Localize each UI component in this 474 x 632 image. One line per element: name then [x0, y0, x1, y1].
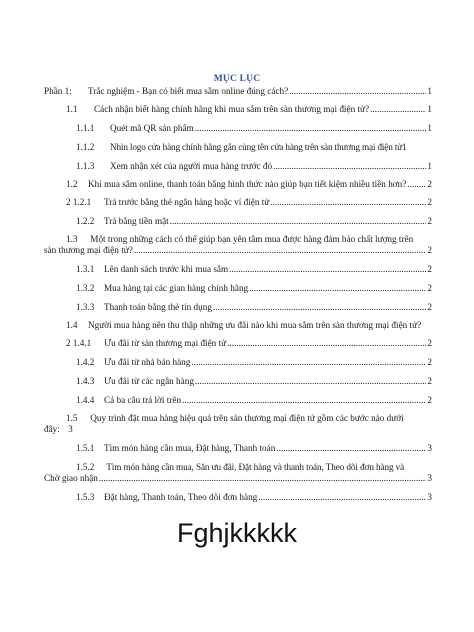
- toc-entry[interactable]: [44, 264, 432, 275]
- toc-entry-page: 2: [427, 338, 432, 348]
- toc-entry-line: [66, 413, 432, 424]
- toc-entry-text: Mua hàng tại các gian hàng chính hãng: [104, 283, 249, 293]
- toc-entry-page: 1: [427, 86, 432, 96]
- toc-leader-dots: [195, 376, 426, 387]
- toc-entry-number: 1.4.3: [76, 376, 95, 386]
- toc-entry-page: 2: [427, 264, 432, 274]
- toc-entry[interactable]: [44, 197, 432, 208]
- toc-entry-text: Ưu đãi từ sàn thương mại điện tử: [104, 338, 227, 348]
- toc-entry-text: Cách nhận biết hàng chính hãng khi mua sắm trên sàn thương mại điện tử?: [94, 104, 370, 114]
- toc-entry-text: Đặt hàng, Thanh toán, Theo dõi đơn hàng: [104, 492, 258, 502]
- toc-entry-text: Một trong những cách có thể giúp bạn yên tâm mua được hàng đảm bảo chất lượng trên: [90, 234, 414, 244]
- toc-entry-page: 1: [402, 142, 407, 152]
- toc-entry-text: Trả trước bằng thẻ ngân hàng hoặc ví điện tử: [104, 197, 270, 207]
- toc-leader-dots: [407, 179, 426, 190]
- toc-leader-dots: [273, 161, 426, 172]
- toc-entry[interactable]: [44, 123, 432, 134]
- toc-entry-page: 3: [68, 424, 73, 434]
- toc-leader-dots: [195, 123, 427, 134]
- toc-leader-dots: [229, 264, 426, 275]
- toc-entry-line: [66, 234, 432, 245]
- toc-entry-text-continued: đây:: [44, 424, 60, 434]
- toc-entry-text: Trả bằng tiền mặt: [104, 216, 169, 226]
- toc-entry[interactable]: [44, 492, 432, 503]
- toc-entry-page: 2: [427, 245, 432, 255]
- toc-leader-dots: [191, 357, 426, 368]
- toc-entry-page: 2: [427, 216, 432, 226]
- toc-entry-number: 1.2: [66, 179, 78, 189]
- toc-entry-number: 2 1.2.1: [66, 197, 92, 207]
- toc-entry-text: Trắc nghiệm - Bạn có biết mua sắm online đúng cách?: [88, 86, 289, 96]
- toc-entry-text: Ưu đãi từ các ngân hàng: [104, 376, 194, 386]
- toc-entry-page: 2: [427, 376, 432, 386]
- toc-entry-text: Quy trình đặt mua hàng hiệu quả trên sàn thương mại điện tử gồm các bước nào dưới: [90, 413, 404, 423]
- toc-entry-text: Khi mua sắm online, thanh toán bằng hình thức nào giúp bạn tiết kiệm nhiều tiền hơn?: [88, 179, 407, 189]
- toc-entry-number: 1.3.1: [76, 264, 95, 274]
- toc-entry-text: Xem nhận xét của người mua hàng trước đó: [110, 161, 273, 171]
- toc-entry[interactable]: [44, 86, 432, 97]
- toc-entry-page: 1: [427, 104, 432, 114]
- toc-entry-page: 2: [427, 395, 432, 405]
- toc-entry-text: Ưu đãi từ nhà bán hàng: [104, 357, 191, 367]
- toc-entry[interactable]: [44, 302, 432, 313]
- toc-entry-text-continued: Chờ giao nhận: [44, 473, 98, 483]
- toc-entry-page: 3: [427, 492, 432, 502]
- toc-entry-number: 1.1.3: [76, 161, 95, 171]
- toc-entry[interactable]: [44, 338, 432, 349]
- toc-entry-text: Tìm món hàng cần mua, Săn ưu đãi, Đặt hàng và thanh toán, Theo dõi đơn hàng và: [106, 462, 405, 472]
- toc-entry-line: [44, 424, 432, 435]
- toc-entry[interactable]: [44, 216, 432, 227]
- toc-entry[interactable]: [44, 357, 432, 368]
- toc-entry[interactable]: [44, 161, 432, 172]
- toc-entry-number: 1.1.1: [76, 123, 95, 133]
- toc-leader-dots: [289, 86, 426, 97]
- toc-entry[interactable]: [44, 104, 432, 115]
- toc-entry-number: 1.5.1: [76, 443, 95, 453]
- toc-entry-number: 1.3.2: [76, 283, 95, 293]
- toc-entry-number: 1.1.2: [76, 142, 95, 152]
- toc-leader-dots: [99, 473, 427, 484]
- toc-entry[interactable]: [44, 376, 432, 387]
- toc-entry[interactable]: [44, 462, 432, 484]
- toc-title: MỤC LỤC: [213, 74, 261, 84]
- toc-entry-page: 3: [427, 443, 432, 453]
- toc-entry-number: 1.1: [66, 104, 78, 114]
- toc-entry-text: Tìm món hàng cần mua, Đặt hàng, Thanh toán: [104, 443, 276, 453]
- toc-entry-number: 1.4: [66, 320, 78, 330]
- toc-leader-dots: [249, 283, 426, 294]
- toc-entry-number: 1.4.2: [76, 357, 95, 367]
- toc-leader-dots: [370, 104, 426, 115]
- toc-leader-dots: [182, 395, 426, 406]
- toc-entry-number: 1.2.2: [76, 216, 95, 226]
- toc-entry-page: 2: [427, 357, 432, 367]
- toc-leader-dots: [227, 338, 426, 349]
- toc-leader-dots: [170, 216, 427, 227]
- toc-entry[interactable]: [44, 395, 432, 406]
- toc-entry-line: [44, 473, 432, 484]
- toc-entry-number: 1.3.3: [76, 302, 95, 312]
- toc-entry-number: 1.5: [66, 413, 78, 423]
- toc-entry[interactable]: [44, 234, 432, 256]
- toc-entry-text: Lên danh sách trước khi mua sắm: [104, 264, 229, 274]
- toc-leader-dots: [276, 443, 426, 454]
- toc-entry-line: [76, 462, 432, 473]
- toc-entry[interactable]: [44, 142, 432, 153]
- toc-entry-line: [44, 245, 432, 256]
- toc-entry-number: 1.4.4: [76, 395, 95, 405]
- toc-entry-text: Thanh toán bằng thẻ tín dụng: [104, 302, 212, 312]
- toc-leader-dots: [258, 492, 426, 503]
- toc-entry-page: 1: [427, 123, 432, 133]
- toc-entry[interactable]: [44, 283, 432, 294]
- toc-entry-text: Nhìn logo cửa hàng chính hãng gắn cùng tên cửa hàng trên sàn thương mại điện tử: [110, 142, 403, 152]
- toc-entry-number: 1.5.3: [76, 492, 95, 502]
- toc-entry[interactable]: [44, 413, 432, 435]
- toc-entry-number: 1.3: [66, 234, 78, 244]
- toc-leader-dots: [270, 197, 426, 208]
- toc-entry-text-continued: sàn thương mại điện tử?: [44, 245, 133, 255]
- toc-entry-text: Quét mã QR sản phẩm: [110, 123, 194, 133]
- toc-entry-number: 2 1.4.1: [66, 338, 92, 348]
- toc-entry-number: Phần 1:: [44, 86, 72, 96]
- body-text: Fghjkkkkk: [176, 518, 298, 548]
- table-of-contents: [44, 86, 432, 503]
- toc-entry-page: 2: [427, 197, 432, 207]
- toc-entry-page: 3: [427, 473, 432, 483]
- toc-entry-text: Người mua hàng nên thu thập những ưu đãi nào khi mua sắm trên sàn thương mại điện tử?: [88, 320, 422, 330]
- toc-entry-text: Cả ba câu trả lời trên: [104, 395, 182, 405]
- toc-entry[interactable]: [44, 443, 432, 454]
- toc-entry-number: 1.5.2: [76, 462, 95, 472]
- toc-leader-dots: [134, 245, 427, 256]
- toc-entry-page: 1: [427, 161, 432, 171]
- toc-entry[interactable]: [44, 179, 432, 190]
- toc-entry-page: 2: [427, 179, 432, 189]
- toc-entry[interactable]: [44, 320, 432, 331]
- toc-entry-page: 2: [427, 283, 432, 293]
- toc-entry-page: 2: [427, 302, 432, 312]
- toc-leader-dots: [213, 302, 426, 313]
